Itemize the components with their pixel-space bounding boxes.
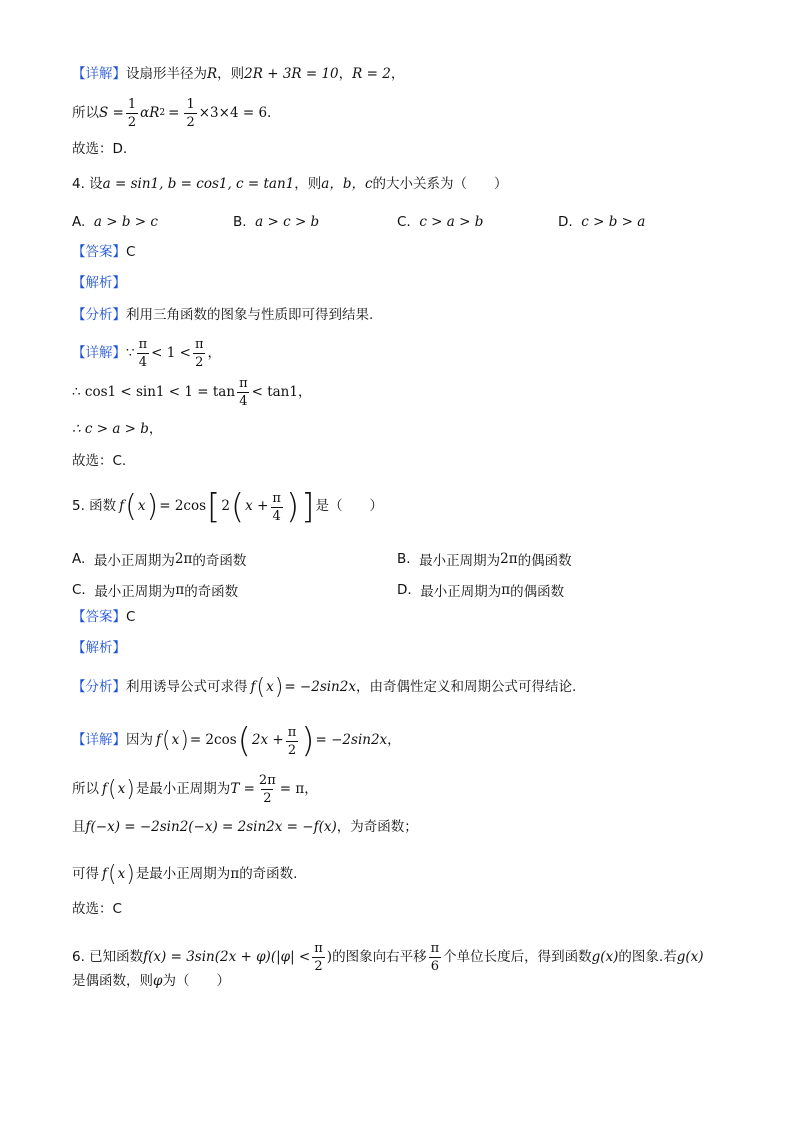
detail-line-area: 所以 S = $\frac{1}{2}$ αR 2 = $\frac{1}{2}$ ×3×4 = 6 . xyxy=(72,97,272,130)
fraction: $\frac{1}{2}$ xyxy=(186,97,195,130)
detail-tag: 【详解】 xyxy=(72,344,126,361)
fraction: $\frac{\pi}{4}$ xyxy=(272,490,281,524)
q4-detail-3: ∴ c > a > b ， xyxy=(72,421,163,437)
analysis-tag: 【解析】 xyxy=(72,275,126,291)
fraction: $\frac{\pi}{6}$ xyxy=(430,941,440,974)
analysis-note-tag: 【分析】 xyxy=(72,679,126,696)
question-6-stem-line-2: 是偶函数，则 φ 为（ ） xyxy=(72,973,230,989)
q4-detail-2: ∴ cos1 < sin1 < 1 = tan $\frac{\pi}{4}$ < tan1 ， xyxy=(72,376,312,409)
q4-choose: 故选：C. xyxy=(72,453,127,469)
q5-detail-4: 可得 f ( x ) 是最小正周期为 π 的奇函数. xyxy=(72,862,298,887)
detail-tag: 【详解】 xyxy=(72,732,126,749)
detail-line-radius: 【详解】 设扇形半径为 R ，则 2R + 3R = 10 ， R = 2 ， xyxy=(72,66,405,82)
fraction: $\frac{1}{2}$ xyxy=(127,97,137,130)
q5-answer: 【答案】 C xyxy=(72,609,136,625)
q4-analysis-note: 【分析】 利用三角函数的图象与性质即可得到结果. xyxy=(72,307,374,323)
question-4-stem: 4. 设 a = sin1, b = cos1, c = tan1 ，则 a，b，c 的大小关系为（ ） xyxy=(72,176,508,192)
detail-tag: 【详解】 xyxy=(72,66,126,82)
question-6-stem-line-1: 6. 已知函数 f(x) = 3sin(2x + φ)(|φ| < $\frac{\pi}{2}$ ) 的图象向右平移 $\frac{\pi}{6}$ 个单位长度后，得到函数 g(x) 的图象.若 g(x) xyxy=(72,941,704,974)
q5-option-c: C. 最小正周期为 π 的奇函数 xyxy=(72,582,239,600)
answer-tag: 【答案】 xyxy=(72,609,126,625)
q4-answer: 【答案】 C xyxy=(72,244,136,260)
q4-option-b: B. a > c > b xyxy=(233,214,320,230)
q4-option-c: C. c > a > b xyxy=(397,214,484,230)
q5-detail-3: 且 f(−x) = −2sin2(−x) = 2sin2x = −f(x) ，为奇函数； xyxy=(72,819,418,835)
q5-detail-1: 【详解】 因为 f ( x ) = 2cos ( 2x + $\frac{\pi}{2}$ ) = −2sin2x ， xyxy=(72,721,401,761)
q5-option-b: B. 最小正周期为 2π 的偶函数 xyxy=(397,551,572,569)
q5-analysis-heading xyxy=(72,642,126,656)
q5-detail-2: 所以 f ( x ) 是最小正周期为 T = $\frac{2\pi}{2}$ = π ， xyxy=(72,773,318,806)
q4-option-d: D. c > b > a xyxy=(558,214,646,230)
fraction: $\frac{\pi}{4}$ xyxy=(239,376,248,409)
question-5-stem: 5. 函数 f ( x ) = 2cos [ 2 ( x + $\frac{\pi}{4}$ ) ] 是（ ） xyxy=(72,487,383,527)
q4-option-a: A. a > b > c xyxy=(72,214,158,230)
analysis-tag: 【解析】 xyxy=(72,640,126,656)
answer-tag: 【答案】 xyxy=(72,244,126,260)
q5-choose: 故选：C xyxy=(72,901,122,917)
choose-d: 故选：D. xyxy=(72,141,128,157)
q5-option-a: A. 最小正周期为 2π 的奇函数 xyxy=(72,551,247,569)
q4-detail-1: 【详解】 ∵ $\frac{\pi}{4}$ < 1 < $\frac{\pi}{2}$ ， xyxy=(72,337,221,370)
fraction: $\frac{\pi}{4}$ xyxy=(138,337,148,370)
fraction: $\frac{2\pi}{2}$ xyxy=(258,773,276,806)
q5-analysis-note: 【分析】 利用诱导公式可求得 f ( x ) = −2sin2x ，由奇偶性定义和周期公式可得结论. xyxy=(72,675,577,700)
fraction: $\frac{\pi}{2}$ xyxy=(194,337,204,370)
fraction: $\frac{\pi}{2}$ xyxy=(287,724,297,758)
fraction: $\frac{\pi}{2}$ xyxy=(314,941,323,974)
analysis-note-tag: 【分析】 xyxy=(72,307,126,323)
q4-analysis-heading xyxy=(72,277,126,291)
q5-option-d: D. 最小正周期为 π 的偶函数 xyxy=(397,582,565,600)
